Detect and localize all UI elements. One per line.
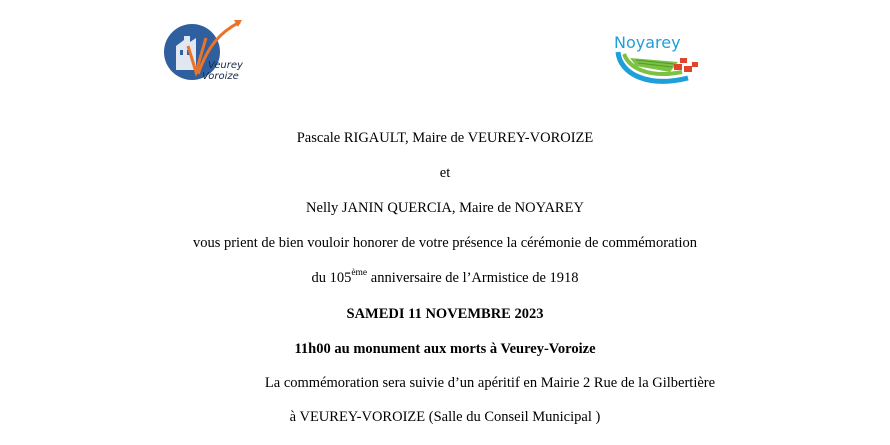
veurey-voroize-emblem <box>158 16 246 84</box>
logo-left-line1: Veurey <box>208 60 243 71</box>
reception-info: La commémoration sera suivie d’un apéritif en Mairie 2 Rue de la Gilbertière <box>264 375 716 391</box>
invitation-line-anniversary <box>0 269 890 287</box>
noyarey-logo <box>608 22 704 92</box>
logo-right-name: Noyarey <box>614 33 681 52</box>
reception-place: à VEUREY-VOROIZE (Salle du Conseil Municipal ) <box>289 409 601 425</box>
invitation-line-et: et <box>439 165 451 181</box>
noyarey-emblem <box>608 22 704 92</box>
invitation-line-host1: Pascale RIGAULT, Maire de VEUREY-VOROIZE <box>296 130 594 146</box>
invitation-line-host2: Nelly JANIN QUERCIA, Maire de NOYAREY <box>306 200 584 216</box>
logo-left-line2: Voroize <box>202 71 239 82</box>
invitation-line-request: vous prient de bien vouloir honorer de votre présence la cérémonie de commémoration <box>192 235 698 251</box>
anniversary-superscript: ème <box>351 268 368 279</box>
anniversary-suffix: anniversaire de l’Armistice de 1918 <box>367 270 579 286</box>
event-date: SAMEDI 11 NOVEMBRE 2023 <box>346 306 544 322</box>
anniversary-prefix: du 105 <box>311 270 352 286</box>
veurey-voroize-logo <box>158 16 246 84</box>
event-time-place: 11h00 au monument aux morts à Veurey-Voroize <box>294 341 596 357</box>
